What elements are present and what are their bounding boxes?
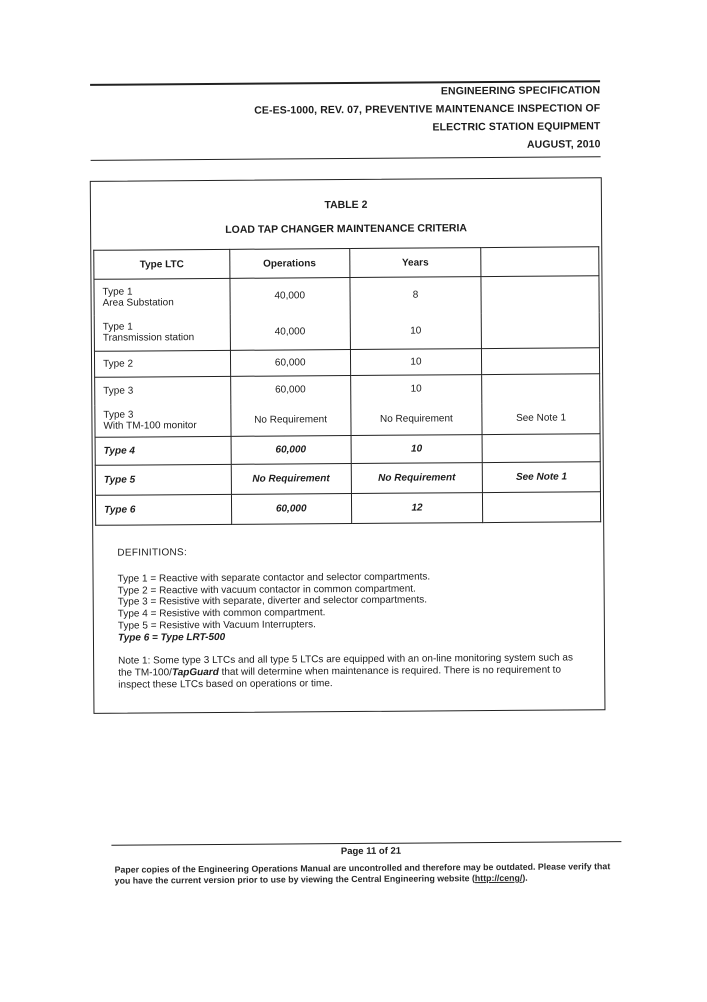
years-cell: No Requirement [350,403,482,436]
footer-disclaimer [115,861,625,887]
operations-cell: No Requirement [231,464,351,495]
definitions-heading: DEFINITIONS: [117,547,188,559]
type-cell: Type 1 Area Substation [94,278,230,315]
years-cell: 10 [350,375,482,404]
note-cell [482,434,600,463]
type-cell: Type 5 [95,464,231,495]
definition-item: Type 2 = Reactive with vacuum contactor in common compartment. [117,583,416,597]
type-cell: Type 2 [94,350,230,377]
note-brand: TapGuard [171,666,219,679]
note-cell [482,374,600,403]
disclaimer-text: Paper copies of the Engineering Operations Manual are uncontrolled and therefore may be outdated. Please verify that you have the current version prior to use by viewing the Central Engineering website ( [114,861,611,886]
years-cell: 10 [351,435,483,464]
table-row [94,312,599,352]
note-cell [483,492,601,523]
spec-title: ENGINEERING SPECIFICATION [440,84,601,98]
table-header-row [94,247,599,280]
type-cell: Type 1 Transmission station [94,314,230,351]
header-bottom-rule [91,156,601,161]
spec-subject: ELECTRIC STATION EQUIPMENT [432,120,601,134]
header-notes [481,247,599,277]
definitions-section [117,545,430,644]
table-title: LOAD TAP CHANGER MAINTENANCE CRITERIA [225,222,467,236]
ceng-website-link[interactable]: http://ceng/ [474,872,523,884]
type-cell: Type 4 [95,436,231,465]
table-row [94,276,599,316]
years-cell: 12 [351,493,483,524]
table-row [95,374,600,406]
operations-cell: 60,000 [230,376,350,405]
type-cell: Type 6 [95,494,231,525]
header-years: Years [349,248,481,278]
table-label: TABLE 2 [324,198,368,212]
table-box [90,177,606,714]
table-row [95,434,600,466]
operations-cell: No Requirement [231,404,351,437]
years-cell: 10 [350,349,482,376]
table-row [95,462,600,496]
table-row [94,348,599,378]
table-row [95,492,600,526]
definition-item: Type 4 = Resistive with common compartment. [117,607,326,620]
years-cell: 8 [350,277,482,314]
spec-date: AUGUST, 2010 [526,138,601,151]
note-cell: See Note 1 [483,462,601,493]
note-cell [482,348,600,375]
note-text-end: that will determine when maintenance is required. There is no requirement to inspect these LTCs based on operations or time. [118,664,562,691]
note-cell: See Note 1 [482,402,600,435]
operations-cell: 60,000 [231,436,351,465]
operations-cell: 40,000 [230,278,350,315]
note-1 [118,652,588,691]
years-cell: 10 [350,313,482,350]
operations-cell: 40,000 [230,314,350,351]
operations-cell: 60,000 [230,350,350,377]
definition-item: Type 6 = Type LRT-500 [117,631,226,644]
definition-item: Type 5 = Resistive with Vacuum Interrupters. [117,619,316,632]
table-row [95,402,600,438]
type-cell: Type 3 With TM-100 monitor [95,404,231,437]
note-cell [481,276,599,313]
disclaimer-end: ). [522,872,528,883]
type-cell: Type 3 [95,376,231,405]
operations-cell: 60,000 [231,494,351,525]
header-operations: Operations [230,249,350,279]
note-text-start: Note 1: Some type 3 LTCs and all type 5 LTCs are equipped with an on-line monitoring system such as the TM-100/ [118,652,574,679]
header-type: Type LTC [94,249,230,279]
page-number: Page 11 of 21 [340,845,402,858]
spec-number: CE-ES-1000, REV. 07, PREVENTIVE MAINTENANCE INSPECTION OF [254,102,601,117]
definition-item: Type 1 = Reactive with separate contactor and selector compartments. [117,571,431,585]
definition-item: Type 3 = Resistive with separate, diverter and selector compartments. [117,594,428,609]
years-cell: No Requirement [351,463,483,494]
note-cell [482,312,600,349]
ltc-criteria-table [93,246,601,526]
